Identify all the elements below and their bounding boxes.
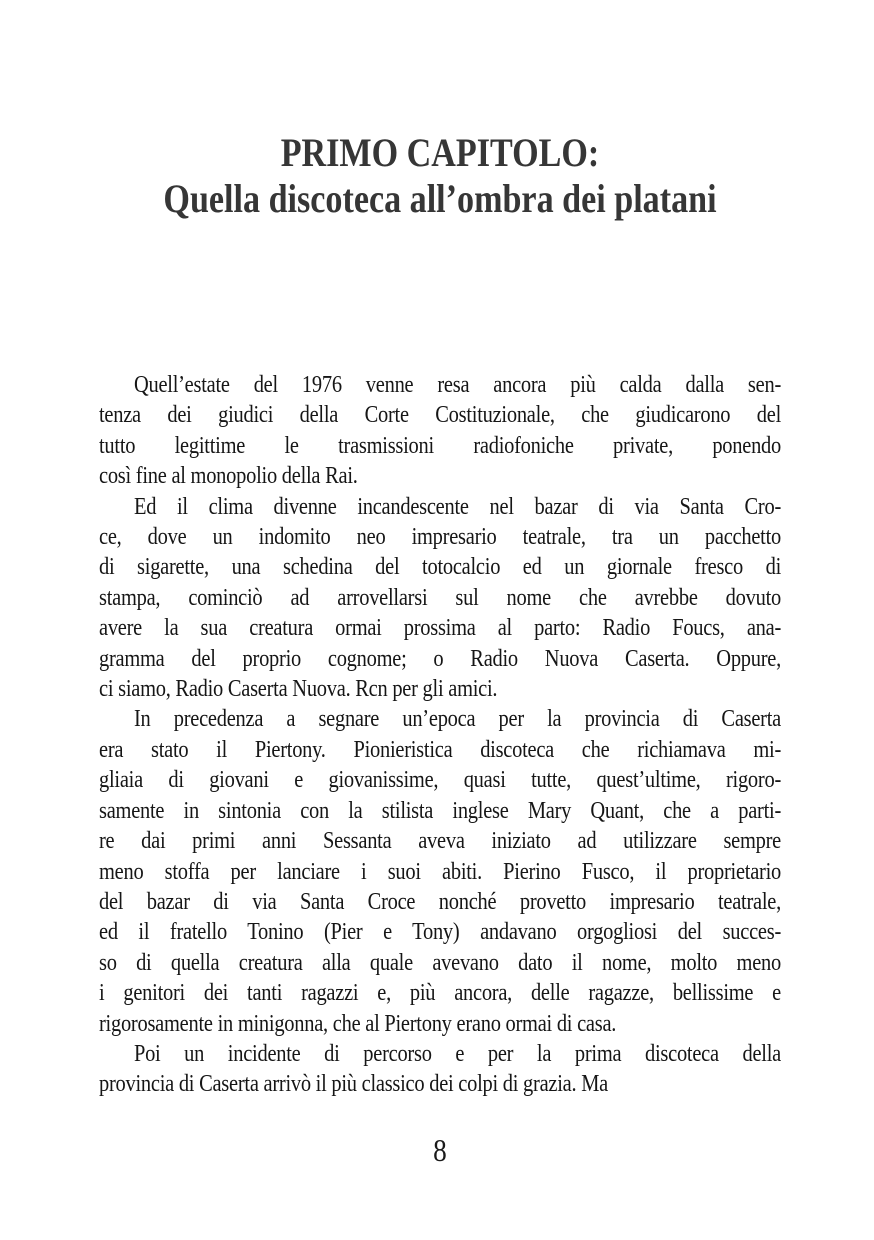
paragraph-1-line: tenza dei giudici della Corte Costituzionale, che giudicarono del bbox=[99, 402, 781, 429]
paragraph-3-line: era stato il Piertony. Pionieristica discoteca che richiamava mi- bbox=[99, 736, 781, 763]
chapter-title bbox=[99, 130, 781, 222]
page-number: 8 bbox=[433, 1131, 447, 1168]
paragraph-1-line: tutto legittime le trasmissioni radiofoniche private, ponendo bbox=[99, 432, 781, 459]
paragraph-2-line: avere la sua creatura ormai prossima al parto: Radio Foucs, ana- bbox=[99, 615, 781, 642]
paragraph-3-line: ed il fratello Tonino (Pier e Tony) andavano orgogliosi del succes- bbox=[99, 919, 781, 946]
paragraph-3-line: meno stoffa per lanciare i suoi abiti. Pierino Fusco, il proprietario bbox=[99, 858, 781, 885]
paragraph-4-line: Poi un incidente di percorso e per la prima discoteca della bbox=[133, 1040, 781, 1067]
paragraph-2-line: ci siamo, Radio Caserta Nuova. Rcn per gli amici. bbox=[99, 676, 498, 703]
body-text bbox=[99, 370, 781, 1100]
chapter-title-line-2: Quella discoteca all’ombra dei platani bbox=[163, 176, 717, 221]
paragraph-3-line: i genitori dei tanti ragazzi e, più ancora, delle ragazze, bellissime e bbox=[99, 980, 781, 1007]
paragraph-3-line: so di quella creatura alla quale avevano dato il nome, molto meno bbox=[99, 949, 781, 976]
paragraph-2-line: Ed il clima divenne incandescente nel bazar di via Santa Cro- bbox=[133, 493, 781, 520]
page-content bbox=[99, 130, 781, 1170]
paragraph-2-line: stampa, cominciò ad arrovellarsi sul nome che avrebbe dovuto bbox=[99, 584, 781, 611]
paragraph-2-line: di sigarette, una schedina del totocalcio ed un giornale fresco di bbox=[99, 554, 781, 581]
paragraph-3-line: samente in sintonia con la stilista inglese Mary Quant, che a parti- bbox=[99, 797, 781, 824]
paragraph-3-line: re dai primi anni Sessanta aveva iniziato ad utilizzare sempre bbox=[99, 828, 781, 855]
paragraph-4-line: provincia di Caserta arrivò il più classico dei colpi di grazia. Ma bbox=[99, 1071, 608, 1098]
paragraph-3-line: gliaia di giovani e giovanissime, quasi tutte, quest’ultime, rigoro- bbox=[99, 767, 781, 794]
paragraph-3-line: del bazar di via Santa Croce nonché provetto impresario teatrale, bbox=[99, 888, 781, 915]
chapter-title-line-1: PRIMO CAPITOLO: bbox=[280, 130, 600, 175]
paragraph-3-line: In precedenza a segnare un’epoca per la provincia di Caserta bbox=[133, 706, 781, 733]
paragraph-1-line: così fine al monopolio della Rai. bbox=[99, 463, 358, 490]
paragraph-2-line: gramma del proprio cognome; o Radio Nuova Caserta. Oppure, bbox=[99, 645, 781, 672]
paragraph-1-line: Quell’estate del 1976 venne resa ancora più calda dalla sen- bbox=[133, 372, 781, 398]
paragraph-3-line: rigorosamente in minigonna, che al Piertony erano ormai di casa. bbox=[99, 1010, 617, 1037]
paragraph-2-line: ce, dove un indomito neo impresario teatrale, tra un pacchetto bbox=[99, 524, 781, 551]
